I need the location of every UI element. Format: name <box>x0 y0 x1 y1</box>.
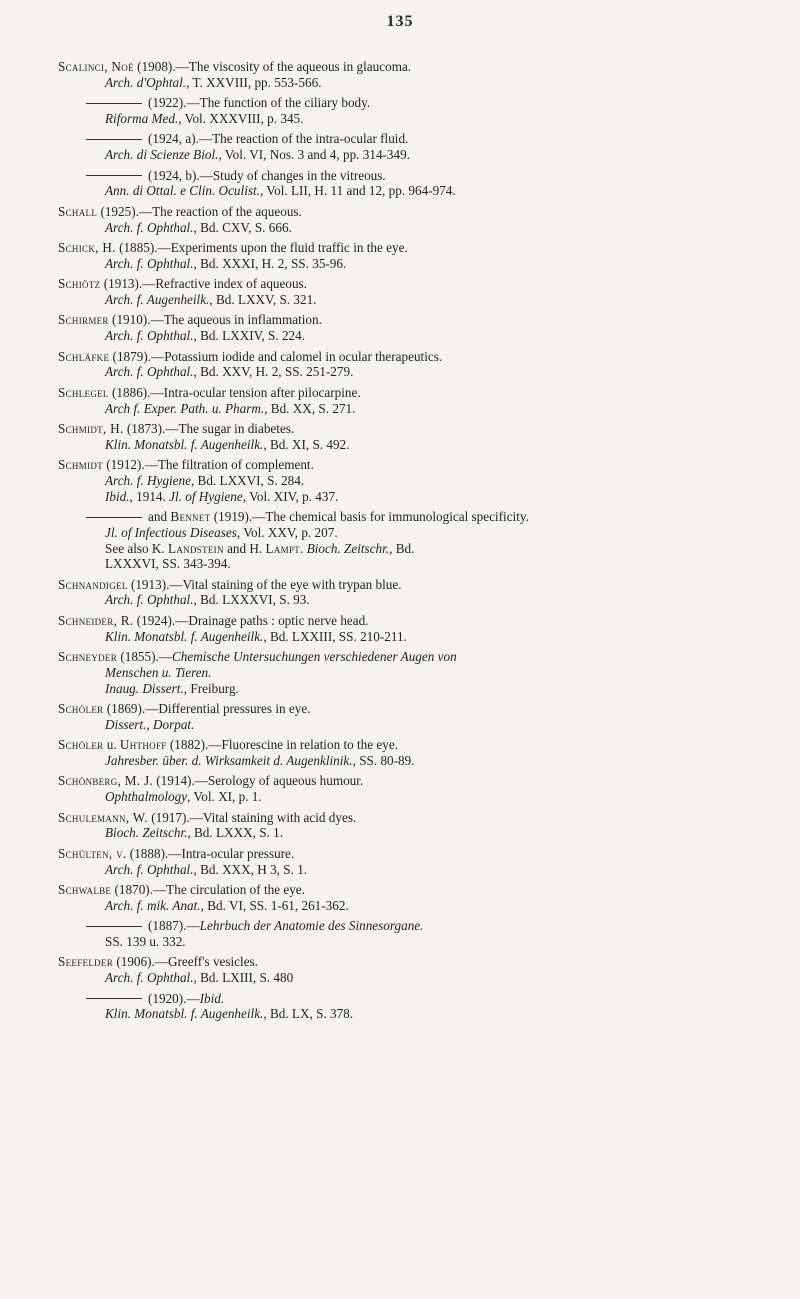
reference-text: , Bd. LXXV, S. 321. <box>209 291 317 307</box>
source-title: Bioch. Zeitschr. <box>105 825 188 841</box>
reference-line <box>58 437 778 453</box>
reference-line <box>58 276 778 292</box>
reference-entry <box>58 131 778 162</box>
author-name: Schülten, v. <box>58 845 127 861</box>
reference-text: (1924).—Drainage paths : optic nerve head. <box>133 612 369 628</box>
reference-entry <box>58 918 778 949</box>
author-name: Scalinci, Noë <box>58 59 134 74</box>
reference-line <box>58 737 778 753</box>
source-title: Arch. f. Ophthal. <box>105 592 194 608</box>
source-title: Ibid. <box>105 488 130 504</box>
reference-text: , Bd. LXIII, S. 480 <box>193 970 294 986</box>
reference-entry <box>58 349 778 380</box>
reference-line <box>58 862 778 878</box>
author-name: Schlegel <box>58 384 109 400</box>
reference-entry <box>58 509 778 572</box>
reference-text: , Vol. XIV, p. 437. <box>242 488 339 504</box>
source-title: Ophthalmology <box>105 789 188 805</box>
source-title: Jahresber. über. d. Wirksamkeit d. Augenklinik. <box>105 752 353 768</box>
reference-text: (1879).—Potassium iodide and calomel in ocular therapeutics. <box>109 348 443 364</box>
source-title: Inaug. Dissert. <box>105 680 184 696</box>
reference-entry <box>58 773 778 804</box>
source-title: Ann. di Ottal. e Clin. Oculist. <box>105 183 260 199</box>
source-title: Arch. f. Ophthal. <box>105 970 194 986</box>
reference-line <box>58 541 778 557</box>
reference-line <box>58 328 778 344</box>
reference-text: , 1914. <box>129 488 170 504</box>
author-name: Schulemann, W. <box>58 809 148 825</box>
source-title: Klin. Monatsbl. f. Augenheilk. <box>105 1006 264 1022</box>
reference-entry <box>58 701 778 732</box>
reference-text: See also K. <box>105 540 168 556</box>
reference-line <box>58 59 778 75</box>
reference-entry <box>58 95 778 126</box>
reference-text: (1919).—The chemical basis for immunological specificity. <box>210 509 529 525</box>
reference-entry <box>58 385 778 416</box>
reference-line <box>58 1006 778 1022</box>
reference-line <box>58 95 778 111</box>
reference-entry <box>58 168 778 199</box>
reference-line <box>58 934 778 950</box>
reference-entry <box>58 59 778 90</box>
author-name: Landstein <box>168 540 224 556</box>
reference-entry <box>58 312 778 343</box>
author-name: Schönberg, M. J. <box>58 773 153 789</box>
reference-text: (1888).—Intra-ocular pressure. <box>126 845 295 861</box>
reference-line <box>58 240 778 256</box>
reference-line <box>58 473 778 489</box>
reference-line <box>58 111 778 127</box>
ditto-dash <box>86 103 142 104</box>
source-title: Klin. Monatsbl. f. Augenheilk. <box>105 628 264 644</box>
reference-line <box>58 292 778 308</box>
reference-line <box>58 717 778 733</box>
reference-text: , Bd. XXXI, H. 2, SS. 35-96. <box>193 255 347 271</box>
author-name: Schick, H. <box>58 240 116 256</box>
author-name: Schöler <box>58 737 104 753</box>
reference-entry <box>58 991 778 1022</box>
author-name: Schmidt <box>58 457 103 473</box>
reference-line <box>58 681 778 697</box>
reference-line <box>58 75 778 91</box>
ditto-dash <box>86 175 142 176</box>
ditto-dash <box>86 926 142 927</box>
reference-entry <box>58 649 778 696</box>
source-title: Menschen u. Tieren. <box>105 664 212 680</box>
author-name: Seefelder <box>58 954 114 970</box>
reference-list <box>58 59 778 1027</box>
reference-text: (1869).—Differential pressures in eye. <box>103 701 311 717</box>
reference-text: SS. 139 u. 332. <box>105 933 186 949</box>
source-title: Jl. of Infectious Diseases <box>105 524 237 540</box>
reference-line <box>58 701 778 717</box>
reference-line <box>58 825 778 841</box>
reference-line <box>58 147 778 163</box>
reference-text: (1912).—The filtration of complement. <box>102 457 314 473</box>
source-title: Riforma Med. <box>105 110 179 126</box>
reference-text: (1925).—The reaction of the aqueous. <box>97 203 302 219</box>
source-title: Arch. f. mik. Anat. <box>105 897 201 913</box>
reference-entry <box>58 810 778 841</box>
reference-line <box>58 168 778 184</box>
reference-line <box>58 954 778 970</box>
source-title: Arch. f. Augenheilk. <box>105 291 210 307</box>
author-name: Schöler <box>58 701 104 717</box>
reference-text: , Vol. XI, p. 1. <box>187 789 262 805</box>
reference-text: LXXXVI, SS. 343-394. <box>105 556 231 572</box>
source-title: Arch f. Exper. Path. u. Pharm. <box>105 400 265 416</box>
reference-line <box>58 898 778 914</box>
reference-text: (1924, b).—Study of changes in the vitreous. <box>148 167 386 183</box>
reference-text: , Bd. LXXVI, S. 284. <box>190 472 305 488</box>
reference-line <box>58 256 778 272</box>
reference-entry <box>58 421 778 452</box>
reference-text: (1910).—The aqueous in inflammation. <box>108 312 322 328</box>
source-title: Arch. di Scienze Biol. <box>105 147 219 163</box>
reference-entry <box>58 954 778 985</box>
reference-text: (1913).—Refractive index of aqueous. <box>100 276 307 292</box>
reference-text: , T. XXVIII, pp. 553-566. <box>186 74 322 90</box>
source-title: Arch. f. Hygiene <box>105 472 191 488</box>
source-title: Chemische Untersuchungen verschiedener Augen von <box>172 649 457 665</box>
reference-line <box>58 489 778 505</box>
source-title: Klin. Monatsbl. f. Augenheilk. <box>105 436 264 452</box>
reference-line <box>58 649 778 665</box>
source-title: Arch. d'Ophtal. <box>105 74 187 90</box>
reference-entry <box>58 240 778 271</box>
reference-line <box>58 918 778 934</box>
reference-line <box>58 773 778 789</box>
source-title: Dissert., Dorpat. <box>105 716 195 732</box>
source-title: Arch. f. Ophthal. <box>105 219 194 235</box>
reference-text: (1887).— <box>148 918 200 934</box>
reference-text: (1870).—The circulation of the eye. <box>111 882 305 898</box>
reference-text: . <box>300 540 307 556</box>
reference-line <box>58 753 778 769</box>
reference-line <box>58 991 778 1007</box>
reference-text: , Bd. LXXX, S. 1. <box>187 825 284 841</box>
reference-text: , Vol. XXV, p. 207. <box>236 524 338 540</box>
ditto-dash <box>86 517 142 518</box>
reference-text: (1886).—Intra-ocular tension after pilocarpine. <box>108 384 361 400</box>
reference-text: (1914).—Serology of aqueous humour. <box>152 773 364 789</box>
author-name: Schnandigel <box>58 576 128 592</box>
reference-line <box>58 457 778 473</box>
reference-line <box>58 131 778 147</box>
reference-text: , Bd. LXXIII, SS. 210-211. <box>263 628 407 644</box>
reference-line <box>58 882 778 898</box>
source-title: Arch. f. Ophthal. <box>105 861 194 877</box>
reference-text: and H. <box>223 540 266 556</box>
reference-line <box>58 220 778 236</box>
reference-text: (1922).—The function of the ciliary body. <box>148 95 371 111</box>
page-number: 135 <box>386 13 414 30</box>
reference-text: , Bd. LXXIV, S. 224. <box>193 328 306 344</box>
reference-text: (1873).—The sugar in diabetes. <box>123 421 295 437</box>
reference-text: (1924, a).—The reaction of the intra-ocular fluid. <box>148 131 409 147</box>
reference-text: (1913).—Vital staining of the eye with trypan blue. <box>127 576 402 592</box>
reference-line <box>58 789 778 805</box>
source-title: Arch. f. Ophthal. <box>105 328 194 344</box>
ditto-dash <box>86 998 142 999</box>
source-title: Arch. f. Ophthal. <box>105 364 194 380</box>
author-name: Schall <box>58 203 98 219</box>
reference-line <box>58 364 778 380</box>
reference-text: , Vol. LII, H. 11 and 12, pp. 964-974. <box>259 183 456 199</box>
reference-text: , Bd. LX, S. 378. <box>263 1006 354 1022</box>
reference-text: , Bd. VI, SS. 1-61, 261-362. <box>200 897 349 913</box>
reference-text: , Bd. XI, S. 492. <box>263 436 350 452</box>
source-title: Arch. f. Ophthal. <box>105 255 194 271</box>
reference-text: , SS. 80-89. <box>352 752 415 768</box>
reference-line <box>58 385 778 401</box>
source-title: Bioch. Zeitschr. <box>306 540 390 556</box>
reference-line <box>58 349 778 365</box>
reference-entry <box>58 846 778 877</box>
reference-text: (1908).—The viscosity of the aqueous in glaucoma. <box>133 59 412 74</box>
reference-text: , Bd. XXV, H. 2, SS. 251-279. <box>193 364 354 380</box>
reference-line <box>58 183 778 199</box>
reference-line <box>58 204 778 220</box>
reference-line <box>58 525 778 541</box>
reference-line <box>58 810 778 826</box>
reference-text: u. <box>103 737 120 753</box>
reference-line <box>58 592 778 608</box>
author-name: Schmidt, H. <box>58 421 124 437</box>
reference-text: , Bd. CXV, S. 666. <box>193 219 292 235</box>
reference-entry <box>58 204 778 235</box>
author-name: Lampt <box>265 540 301 556</box>
author-name: Schiötz <box>58 276 101 292</box>
author-name: Schwalbe <box>58 882 112 898</box>
reference-line <box>58 312 778 328</box>
reference-line <box>58 401 778 417</box>
reference-line <box>58 577 778 593</box>
author-name: Uhthoff <box>119 737 167 753</box>
reference-entry <box>58 613 778 644</box>
reference-line <box>58 509 778 525</box>
reference-text: (1906).—Greeff's vesicles. <box>113 954 258 970</box>
reference-text: (1920).— <box>148 990 200 1006</box>
reference-line <box>58 665 778 681</box>
reference-line <box>58 556 778 572</box>
reference-text: , Bd. XXX, H 3, S. 1. <box>193 861 308 877</box>
reference-line <box>58 421 778 437</box>
reference-entry <box>58 882 778 913</box>
reference-entry <box>58 577 778 608</box>
reference-entry <box>58 737 778 768</box>
reference-text: (1882).—Fluorescine in relation to the eye. <box>166 737 399 753</box>
source-title: Ibid. <box>199 990 225 1006</box>
source-title: Lehrbuch der Anatomie des Sinnesorgane. <box>199 918 424 934</box>
author-name: Schirmer <box>58 312 109 328</box>
reference-line <box>58 613 778 629</box>
reference-text: and <box>148 509 171 525</box>
reference-line <box>58 970 778 986</box>
reference-text: (1917).—Vital staining with acid dyes. <box>147 809 357 825</box>
reference-line <box>58 846 778 862</box>
reference-text: , Vol. XXXVIII, p. 345. <box>178 110 304 126</box>
reference-text: , Bd. XX, S. 271. <box>264 400 356 416</box>
reference-entry <box>58 276 778 307</box>
reference-entry <box>58 457 778 504</box>
ditto-dash <box>86 139 142 140</box>
reference-text: (1885).—Experiments upon the fluid traffic in the eye. <box>115 240 408 256</box>
reference-line <box>58 629 778 645</box>
reference-text: , Vol. VI, Nos. 3 and 4, pp. 314-349. <box>218 147 411 163</box>
reference-text: , Bd. <box>389 540 415 556</box>
reference-text: (1855).— <box>117 649 172 665</box>
author-name: Schläfke <box>58 348 110 364</box>
reference-text: , Freiburg. <box>183 680 239 696</box>
author-name: Bennet <box>170 509 211 525</box>
source-title: Jl. of Hygiene <box>169 488 243 504</box>
author-name: Schneyder <box>58 649 118 665</box>
reference-text: , Bd. LXXXVI, S. 93. <box>193 592 310 608</box>
author-name: Schneider, R. <box>58 612 134 628</box>
